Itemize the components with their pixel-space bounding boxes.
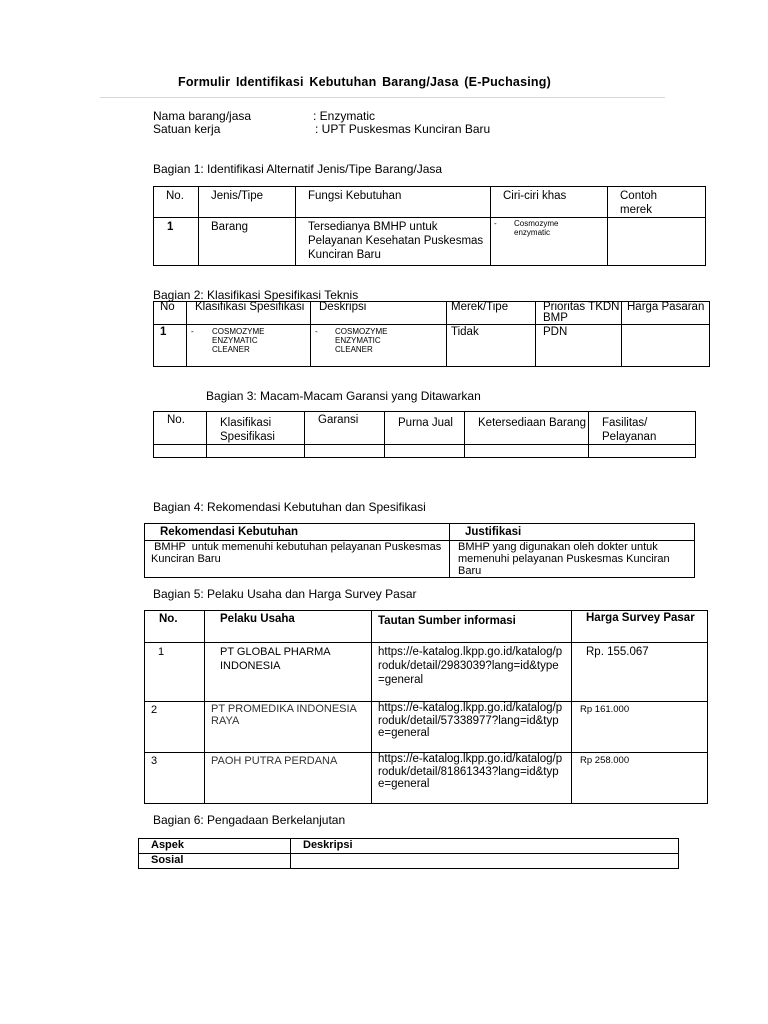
b1-header-fungsi: Fungsi Kebutuhan <box>296 187 491 218</box>
b1-row-ciri <box>491 218 608 266</box>
nama-value: : Enzymatic <box>313 109 376 123</box>
b2-row-deskripsi-text: COSMOZYME ENZYMATIC CLEANER <box>335 327 388 354</box>
b3-empty-cell <box>589 445 696 458</box>
satuan-value: : UPT Puskesmas Kunciran Baru <box>315 122 491 136</box>
b2-row-bullet-2: - <box>315 327 318 336</box>
form-title: Formulir Identifikasi Kebutuhan Barang/Jasa (E-Puchasing) <box>178 75 551 89</box>
b2-header-deskripsi: Deskripsi <box>311 302 447 325</box>
b3-header-ketersediaan: Ketersediaan Barang <box>465 412 589 445</box>
b1-header-ciri: Ciri-ciri khas <box>491 187 608 218</box>
b2-row-bullet-1: - <box>191 327 194 336</box>
b1-header-jenis: Jenis/Tipe <box>199 187 296 218</box>
b3-header-klasifikasi: Klasifikasi Spesifikasi <box>207 412 305 445</box>
bagian2-table <box>153 301 710 367</box>
title-divider <box>100 97 665 98</box>
b1-row-no: 1 <box>154 218 199 266</box>
b5-header-no: No. <box>145 611 205 643</box>
b5-row2-tautan[interactable]: https://e-katalog.lkpp.go.id/katalog/produk/detail/57338977?lang=id&type=general <box>372 702 572 753</box>
bagian6-heading: Bagian 6: Pengadaan Berkelanjutan <box>153 813 346 827</box>
b5-header-harga: Harga Survey Pasar <box>572 611 708 643</box>
b4-header-justifikasi: Justifikasi <box>450 524 695 541</box>
b5-row1-harga: Rp. 155.067 <box>572 643 708 702</box>
bagian5-table <box>144 610 708 804</box>
b6-header-aspek: Aspek <box>139 839 291 854</box>
bagian3-heading: Bagian 3: Macam-Macam Garansi yang Ditawarkan <box>206 389 481 403</box>
b3-empty-cell <box>305 445 385 458</box>
bagian4-table <box>144 523 695 578</box>
b5-row2-pelaku: PT PROMEDIKA INDONESIA RAYA <box>205 702 372 753</box>
b1-row-ciri-text: Cosmozyme enzymatic <box>514 219 559 237</box>
b5-row1-tautan[interactable]: https://e-katalog.lkpp.go.id/katalog/produk/detail/2983039?lang=id&type=general <box>372 643 572 702</box>
b3-empty-cell <box>154 445 207 458</box>
b5-row1-no: 1 <box>145 643 205 702</box>
b2-row-klasifikasi <box>187 325 311 367</box>
b3-empty-cell <box>385 445 465 458</box>
bagian6-table <box>138 838 679 869</box>
b5-row2-harga: Rp 161.000 <box>572 702 708 753</box>
b5-row3-harga: Rp 258.000 <box>572 753 708 804</box>
b2-row-harga <box>622 325 710 367</box>
b2-row-klasifikasi-text: COSMOZYME ENZYMATIC CLEANER <box>212 327 265 354</box>
b1-row-jenis: Barang <box>199 218 296 266</box>
b1-header-no: No. <box>154 187 199 218</box>
bagian3-table <box>153 411 696 458</box>
b3-header-fasilitas: Fasilitas/ Pelayanan <box>589 412 696 445</box>
b4-rekomendasi: BMHP untuk memenuhi kebutuhan pelayanan Puskesmas Kunciran Baru <box>145 541 450 578</box>
b6-header-deskripsi: Deskripsi <box>291 839 679 854</box>
bagian4-heading: Bagian 4: Rekomendasi Kebutuhan dan Spesifikasi <box>153 500 426 514</box>
b6-row-deskripsi <box>291 854 679 869</box>
b4-header-rekomendasi: Rekomendasi Kebutuhan <box>145 524 450 541</box>
b3-header-purna: Purna Jual <box>385 412 465 445</box>
bagian2-heading: Bagian 2: Klasifikasi Spesifikasi Teknis <box>153 288 359 302</box>
b2-row-prioritas: PDN <box>536 325 622 367</box>
b5-header-tautan: Tautan Sumber informasi <box>372 611 572 643</box>
nama-label: Nama barang/jasa <box>153 109 252 123</box>
b2-row-deskripsi <box>311 325 447 367</box>
b2-header-harga: Harga Pasaran <box>622 302 710 325</box>
bagian1-table <box>153 186 706 266</box>
b4-justifikasi: BMHP yang digunakan oleh dokter untuk memenuhi pelayanan Puskesmas Kunciran Baru <box>450 541 695 578</box>
b2-header-no: No <box>154 302 187 325</box>
b1-header-merek-text: Contoh merek <box>620 190 658 216</box>
b2-row-no: 1 <box>154 325 187 367</box>
b1-row-merek <box>608 218 706 266</box>
bagian1-heading: Bagian 1: Identifikasi Alternatif Jenis/Tipe Barang/Jasa <box>153 162 443 176</box>
b2-header-merek: Merek/Tipe <box>447 302 536 325</box>
b5-row1-pelaku: PT GLOBAL PHARMA INDONESIA <box>205 643 372 702</box>
b5-header-pelaku: Pelaku Usaha <box>205 611 372 643</box>
b3-empty-cell <box>465 445 589 458</box>
b2-row-merek: Tidak <box>447 325 536 367</box>
b1-row-fungsi: Tersedianya BMHP untuk Pelayanan Kesehatan Puskesmas Kunciran Baru <box>296 218 491 266</box>
b1-header-merek <box>608 187 706 218</box>
b5-row3-pelaku: PAOH PUTRA PERDANA <box>205 753 372 804</box>
satuan-label: Satuan kerja <box>153 122 221 136</box>
b1-row-bullet: - <box>494 219 497 228</box>
b6-row-aspek: Sosial <box>139 854 291 869</box>
b5-row2-no: 2 <box>145 702 205 753</box>
b5-row3-no: 3 <box>145 753 205 804</box>
b3-header-garansi: Garansi <box>305 412 385 445</box>
b2-header-klasifikasi: Klasifikasi Spesifikasi <box>187 302 311 325</box>
b3-empty-cell <box>207 445 305 458</box>
bagian5-heading: Bagian 5: Pelaku Usaha dan Harga Survey Pasar <box>153 587 417 601</box>
b5-row3-tautan[interactable]: https://e-katalog.lkpp.go.id/katalog/produk/detail/81861343?lang=id&type=general <box>372 753 572 804</box>
b2-header-prioritas: Prioritas TKDN BMP <box>536 302 622 325</box>
b3-header-no: No. <box>154 412 207 445</box>
